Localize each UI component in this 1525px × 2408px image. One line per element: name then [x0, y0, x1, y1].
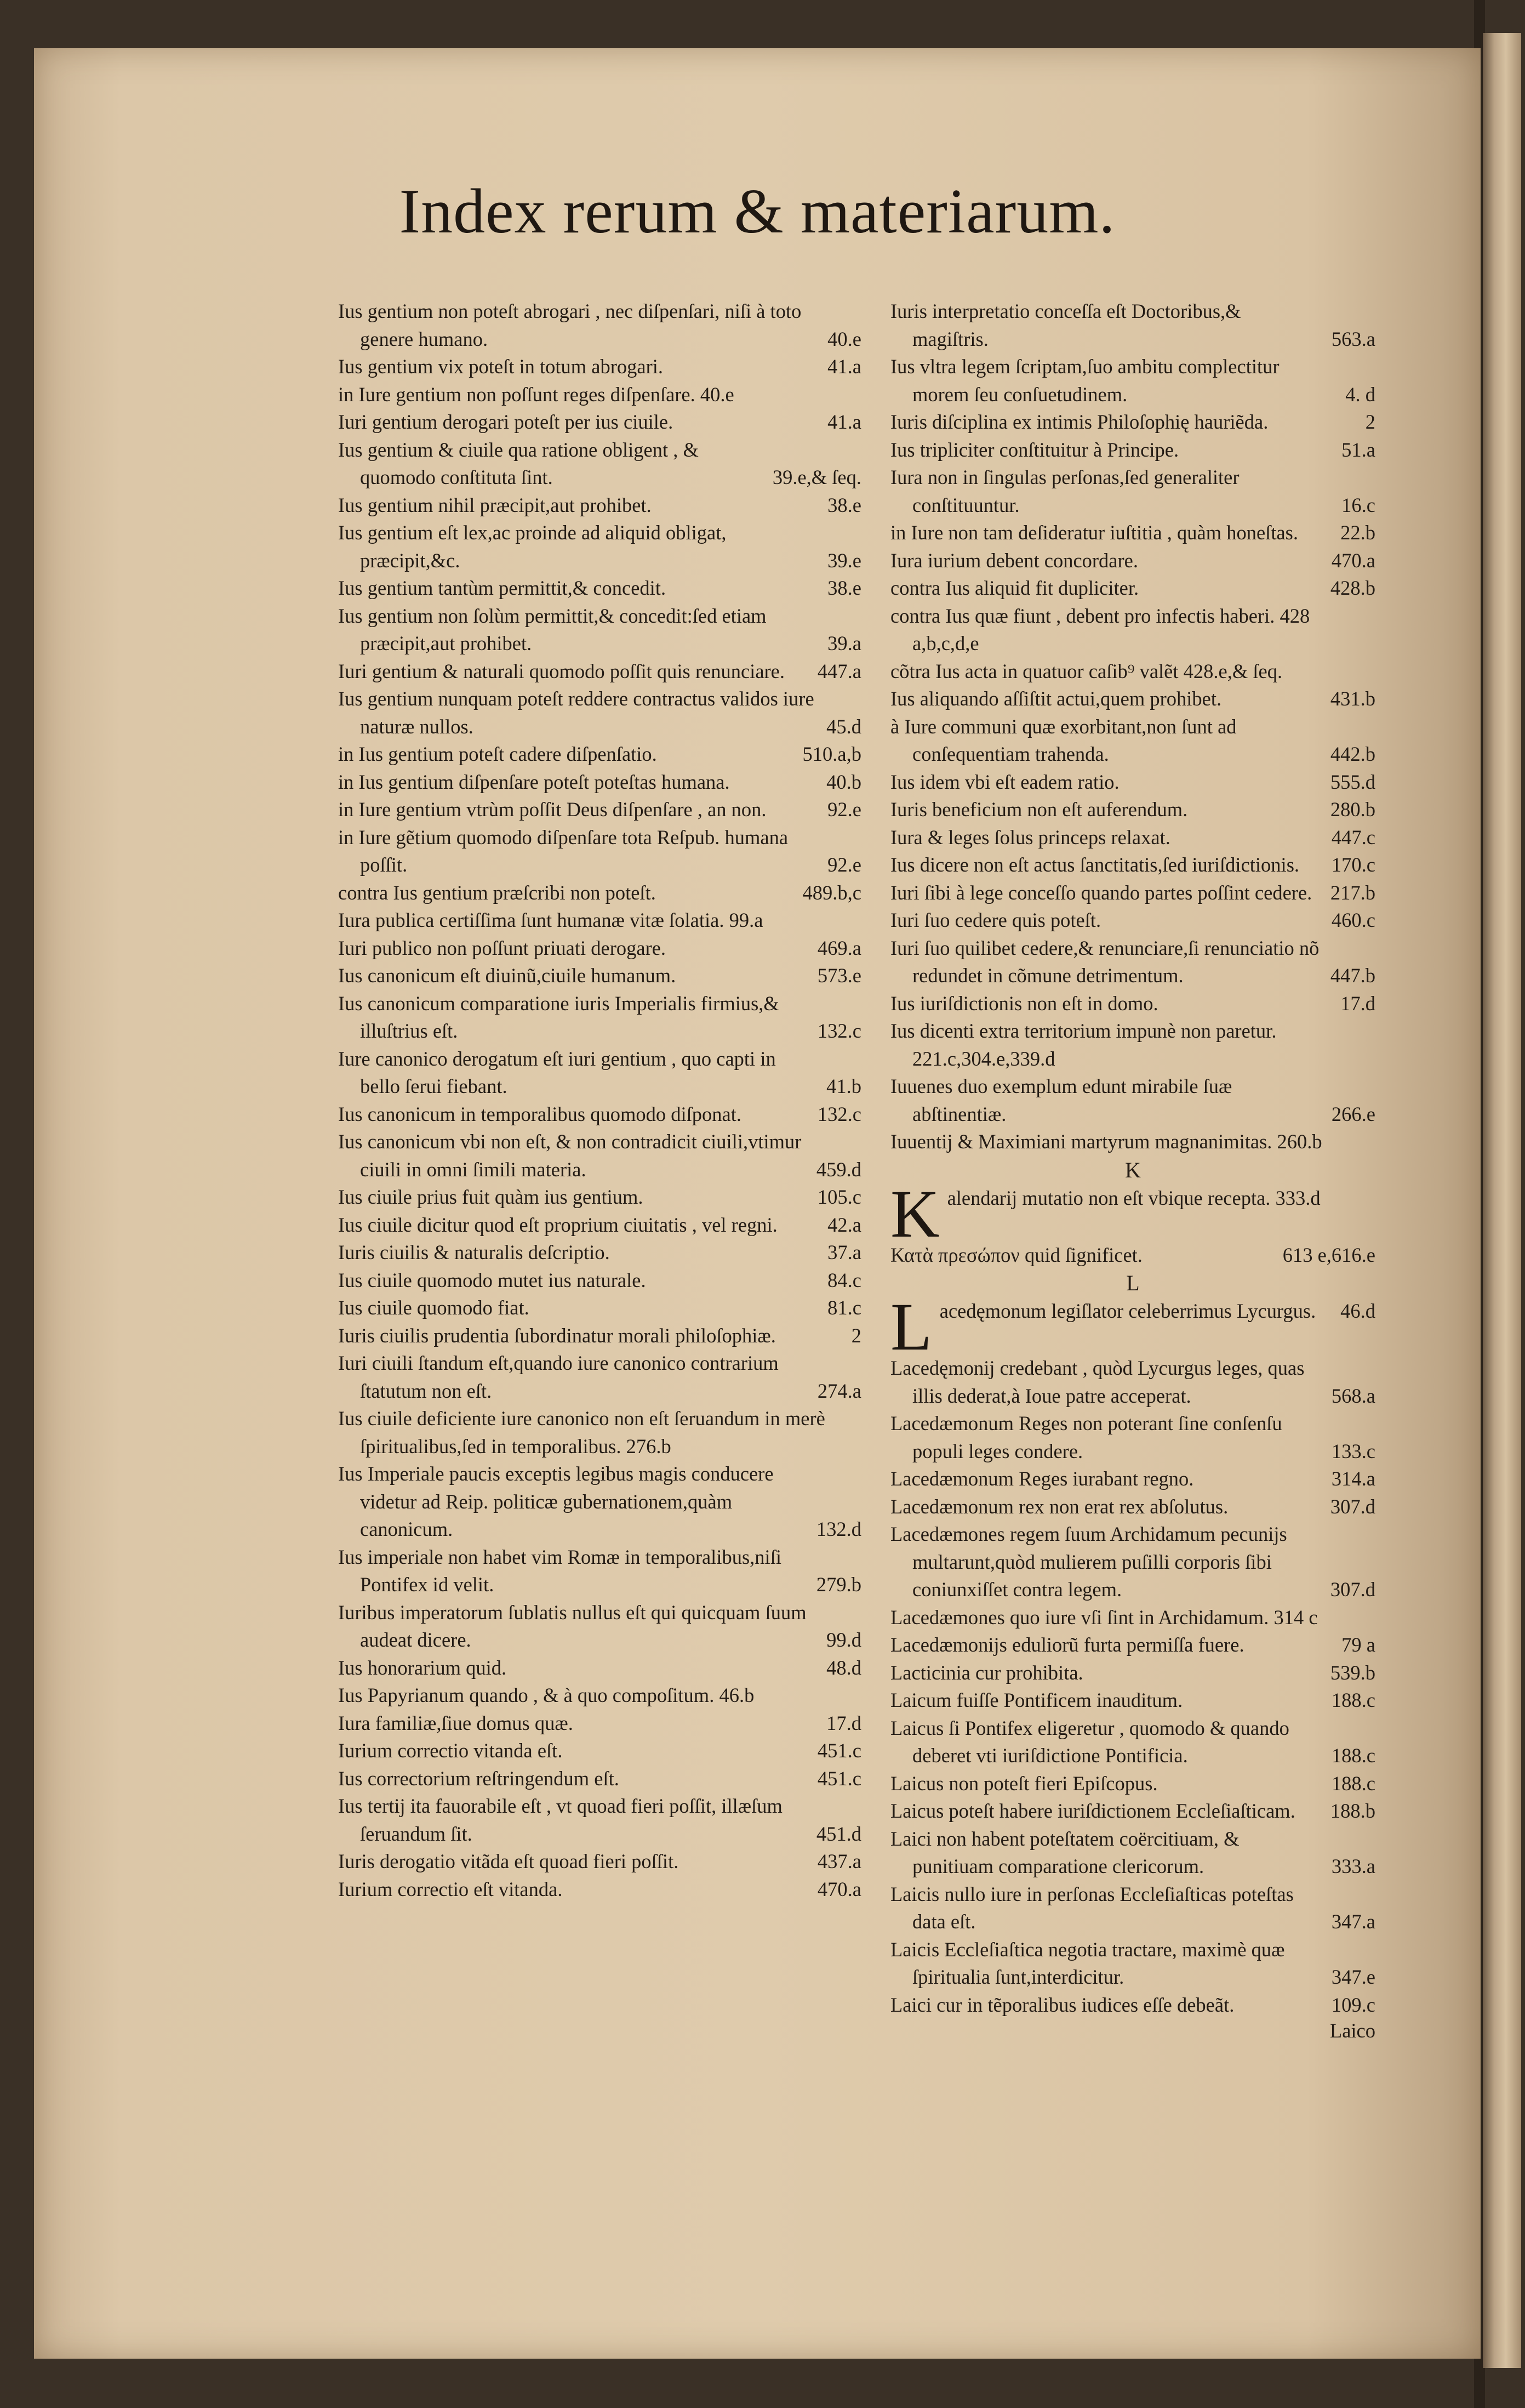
- entry-reference: 170.c: [1331, 853, 1375, 876]
- index-entry: [890, 879, 1375, 907]
- index-entry: [890, 658, 1375, 686]
- entry-reference: 132.c: [817, 1020, 861, 1042]
- entry-text: Ius ciuile quomodo mutet ius naturale.: [338, 1268, 646, 1291]
- entry-text: acedęmonum legiſlator celeberrimus Lycurgus.: [939, 1300, 1316, 1322]
- entry-reference: 613 e,616.e: [1282, 1243, 1375, 1266]
- entry-reference: 84.c: [827, 1268, 861, 1291]
- entry-reference: 266.e: [1331, 1102, 1375, 1125]
- index-entry: [338, 408, 861, 436]
- index-entry: [890, 1410, 1375, 1465]
- entry-reference: 555.d: [1330, 770, 1375, 793]
- index-entry: [890, 1631, 1375, 1659]
- entry-text: Lacticinia cur prohibita.: [890, 1661, 1083, 1684]
- entry-reference: 470.a: [1331, 549, 1375, 572]
- index-entry: [338, 1322, 861, 1350]
- entry-text: Ius canonicum comparatione iuris Imperialis firmius,& illuſtrius eſt.: [338, 992, 779, 1042]
- index-entry: [338, 796, 861, 824]
- entry-text: Iurium correctio vitanda eſt.: [338, 1739, 563, 1762]
- index-entry: [890, 464, 1375, 519]
- entry-text: Lacedæmonum rex non erat rex abſolutus.: [890, 1495, 1229, 1518]
- entry-text: Laicis Eccleſiaſtica negotia tractare, maximè quæ ſpiritualia ſunt,interdicitur.: [890, 1938, 1285, 1988]
- entry-text: Iuris ciuilis prudentia ſubordinatur morali philoſophiæ.: [338, 1324, 776, 1347]
- entry-text: Κατὰ πρεσώπον quid ſignificet.: [890, 1243, 1143, 1266]
- index-entry: [890, 1017, 1375, 1073]
- entry-text: Ius vltra legem ſcriptam,ſuo ambitu complectitur morem ſeu conſuetudinem.: [890, 355, 1280, 406]
- entry-text: Ius dicenti extra territorium impunè non paretur. 221.c,304.e,339.d: [890, 1020, 1277, 1070]
- index-entry: [338, 1239, 861, 1267]
- book-page: [34, 48, 1481, 2359]
- entry-text: Ius gentium non poteſt abrogari , nec diſpenſari, niſi à toto genere humano.: [338, 300, 802, 350]
- index-entry: [890, 519, 1375, 547]
- entry-text: in Ius gentium poteſt cadere diſpenſatio.: [338, 743, 657, 765]
- index-entry: [890, 353, 1375, 408]
- entry-text: Iuri ſibi à lege conceſſo quando partes poſſint cedere.: [890, 881, 1312, 904]
- entry-reference: 2: [851, 1324, 861, 1347]
- entry-text: Iuris derogatio vitãda eſt quoad fieri poſſit.: [338, 1850, 679, 1872]
- index-entry: [890, 1797, 1375, 1825]
- index-entry: [338, 1792, 861, 1848]
- section-letter-l: L: [1126, 1271, 1140, 1295]
- index-entry: [890, 1465, 1375, 1493]
- entry-text: cõtra Ius acta in quatuor caſib⁹ valẽt 428.e,& ſeq.: [890, 659, 1283, 682]
- index-entry: [338, 990, 861, 1045]
- entry-text: Iura iurium debent concordare.: [890, 549, 1138, 572]
- entry-text: Ius correctorium reſtringendum eſt.: [338, 1767, 619, 1790]
- entry-text: Iuuenes duo exemplum edunt mirabile ſuæ abſtinentiæ.: [890, 1075, 1232, 1125]
- index-entry: [338, 436, 861, 492]
- index-entry: [338, 1267, 861, 1295]
- index-entry: [338, 519, 861, 574]
- entry-reference: 447.c: [1331, 826, 1375, 849]
- entry-text: Ius dicere non eſt actus ſanctitatis,ſed iuriſdictionis.: [890, 853, 1300, 876]
- entry-text: Iura familiæ,ſiue domus quæ.: [338, 1711, 573, 1734]
- index-column-right: [890, 298, 1375, 2046]
- entry-reference: 133.c: [1331, 1439, 1375, 1462]
- index-entry: [338, 1294, 861, 1322]
- entry-reference: 333.a: [1331, 1855, 1375, 1877]
- entry-text: Ius gentium eſt lex,ac proinde ad aliquid obligat, præcipit,&c.: [338, 521, 727, 572]
- entry-text: Ius iuriſdictionis non eſt in domo.: [890, 992, 1158, 1015]
- entry-reference: 217.b: [1330, 881, 1375, 904]
- index-entry: [890, 907, 1375, 935]
- entry-text: Ius gentium & ciuile qua ratione obligent , & quomodo conſtituta ſint.: [338, 438, 699, 488]
- index-entry: [890, 1521, 1375, 1604]
- entry-text: Ius Imperiale paucis exceptis legibus magis conducere videtur ad Reip. politicæ gubernationem,quàm canonicum.: [338, 1462, 774, 1540]
- entry-reference: 431.b: [1330, 687, 1375, 710]
- index-entry: [890, 713, 1375, 768]
- index-entry: [890, 1715, 1375, 1770]
- index-entry: [338, 1765, 861, 1793]
- entry-reference: 347.e: [1331, 1966, 1375, 1988]
- index-entry: [890, 408, 1375, 436]
- entry-reference: 40.b: [826, 770, 861, 793]
- entry-reference: 2: [1365, 411, 1375, 433]
- entry-text: Laici non habent poteſtatem coërcitiuam, & punitiuam comparatione clericorum.: [890, 1827, 1240, 1877]
- entry-reference: 39.e: [827, 549, 861, 572]
- entry-reference: 459.d: [816, 1158, 861, 1181]
- entry-reference: 79 a: [1341, 1633, 1375, 1656]
- entry-text: à Iure communi quæ exorbitant,non ſunt ad conſequentiam trahenda.: [890, 715, 1237, 765]
- index-entry: [890, 851, 1375, 879]
- entry-text: Ius ciuile quomodo fiat.: [338, 1296, 529, 1319]
- entry-text: Ius ciuile deficiente iure canonico non eſt ſeruandum in merè ſpiritualibus,ſed in temporalibus. 276.b: [338, 1407, 825, 1458]
- entry-text: Lacedæmones regem ſuum Archidamum pecunijs multarunt,quòd mulierem puſilli corporis ſibi coniunxiſſet contra legem.: [890, 1523, 1287, 1601]
- entry-reference: 38.e: [827, 493, 861, 516]
- entry-text: Laicus ſi Pontifex eligeretur , quomodo & quando deberet vti iuriſdictione Pontificia.: [890, 1716, 1289, 1767]
- index-entry: [338, 1211, 861, 1239]
- index-entry: [338, 741, 861, 768]
- entry-reference: 447.a: [817, 659, 861, 682]
- entry-reference: 279.b: [816, 1573, 861, 1596]
- index-entry: [338, 1544, 861, 1599]
- entry-text: Ius tripliciter conſtituitur à Principe.: [890, 438, 1179, 461]
- entry-reference: 188.c: [1331, 1689, 1375, 1711]
- drop-initial-l: L: [890, 1297, 932, 1354]
- entry-text: Iurium correctio eſt vitanda.: [338, 1877, 563, 1900]
- entry-text: Iuris beneficium non eſt auferendum.: [890, 798, 1188, 821]
- entry-text: in Iure gentium vtrùm poſſit Deus diſpenſare , an non.: [338, 798, 767, 821]
- index-entry: [338, 1737, 861, 1765]
- entry-reference: 41.b: [826, 1075, 861, 1097]
- entry-reference: 274.a: [817, 1379, 861, 1402]
- index-entry: [890, 1128, 1375, 1156]
- entry-text: Iuri gentium derogari poteſt per ius ciuile.: [338, 411, 673, 433]
- entry-text: Ius imperiale non habet vim Romæ in temporalibus,niſi Pontifex id velit.: [338, 1545, 781, 1596]
- index-entry: [890, 1936, 1375, 1991]
- entry-text: Ius honorarium quid.: [338, 1656, 507, 1679]
- entry-reference: 17.d: [826, 1711, 861, 1734]
- index-entry: [890, 685, 1375, 713]
- index-entry: [890, 1770, 1375, 1798]
- entry-reference: 39.a: [827, 632, 861, 654]
- index-entry: [338, 1405, 861, 1460]
- drop-initial-k: K: [890, 1184, 940, 1242]
- entry-reference: 42.a: [827, 1213, 861, 1236]
- index-entry: [890, 768, 1375, 796]
- entry-reference: 428.b: [1330, 577, 1375, 599]
- entry-reference: 37.a: [827, 1241, 861, 1263]
- index-entry: [890, 1493, 1375, 1521]
- entry-reference: 470.a: [817, 1877, 861, 1900]
- entry-text: Ius ciuile prius fuit quàm ius gentium.: [338, 1186, 643, 1208]
- entry-reference: 45.d: [826, 715, 861, 738]
- index-entry: [890, 1687, 1375, 1715]
- entry-reference: 188.b: [1330, 1800, 1375, 1822]
- entry-reference: 563.a: [1331, 327, 1375, 350]
- entry-text: Iuris diſciplina ex intimis Philoſophię hauriẽda.: [890, 411, 1269, 433]
- entry-reference: 539.b: [1330, 1661, 1375, 1684]
- entry-text: Ius ciuile dicitur quod eſt proprium ciuitatis , vel regni.: [338, 1213, 778, 1236]
- entry-reference: 451.c: [817, 1739, 861, 1762]
- index-entry: [338, 1876, 861, 1904]
- entry-reference: 92.e: [827, 853, 861, 876]
- entry-text: in Iure gentium non poſſunt reges diſpenſare. 40.e: [338, 383, 734, 406]
- index-entry: [338, 298, 861, 353]
- entry-reference: 41.a: [827, 411, 861, 433]
- page-title: Index rerum & materiarum.: [399, 177, 1116, 247]
- index-entry: [890, 574, 1375, 602]
- entry-text: Lacedęmonij credebant , quòd Lycurgus leges, quas illis dederat,à Ioue patre acceperat.: [890, 1357, 1305, 1407]
- entry-reference: 314.a: [1331, 1467, 1375, 1490]
- section-letter-k: K: [1125, 1157, 1141, 1182]
- entry-text: Laici cur in tẽporalibus iudices eſſe debeãt.: [890, 1993, 1235, 2016]
- index-entry: [890, 1604, 1375, 1632]
- entry-reference: 38.e: [827, 577, 861, 599]
- index-entry: [338, 824, 861, 879]
- index-entry: [338, 381, 861, 409]
- entry-reference: 447.b: [1330, 964, 1375, 987]
- entry-text: Lacedæmonum Reges non poterant ſine conſenſu populi leges condere.: [890, 1412, 1282, 1462]
- index-entry: [338, 768, 861, 796]
- entry-text: Ius gentium vix poteſt in totum abrogari.: [338, 355, 664, 378]
- index-entry: [890, 298, 1375, 353]
- index-entry: [338, 1350, 861, 1405]
- entry-text: Ius idem vbi eſt eadem ratio.: [890, 770, 1120, 793]
- entry-text: alendarij mutatio non eſt vbique recepta. 333.d: [947, 1186, 1321, 1209]
- entry-reference: 51.a: [1341, 438, 1375, 461]
- entry-reference: 510.a,b: [802, 743, 861, 765]
- entry-text: Iure canonico derogatum eſt iuri gentium , quo capti in bello ſerui fiebant.: [338, 1047, 776, 1097]
- entry-reference: 568.a: [1331, 1384, 1375, 1407]
- entry-reference: 307.d: [1330, 1578, 1375, 1601]
- index-entry: [890, 1991, 1375, 2019]
- index-entry: [338, 907, 861, 935]
- index-entry: [890, 547, 1375, 575]
- index-entry: [890, 602, 1375, 658]
- entry-text: Ius gentium nunquam poteſt reddere contractus validos iure naturæ nullos.: [338, 687, 814, 738]
- index-entry-l-first: [890, 1297, 1375, 1354]
- entry-reference: 347.a: [1331, 1910, 1375, 1933]
- entry-reference: 81.c: [827, 1296, 861, 1319]
- entry-reference: 46.d: [1340, 1300, 1375, 1322]
- entry-reference: 573.e: [817, 964, 861, 987]
- entry-text: Iura non in ſingulas perſonas,ſed generaliter conſtituuntur.: [890, 466, 1240, 516]
- entry-reference: 4. d: [1345, 383, 1375, 406]
- entry-text: in Ius gentium diſpenſare poteſt poteſtas humana.: [338, 770, 730, 793]
- entry-reference: 92.e: [827, 798, 861, 821]
- entry-text: contra Ius quæ fiunt , debent pro infectis haberi. 428 a,b,c,d,e: [890, 604, 1310, 654]
- entry-text: Ius canonicum vbi non eſt, & non contradicit ciuili,vtimur ciuili in omni ſimili materia.: [338, 1130, 802, 1181]
- index-entry: [890, 1881, 1375, 1936]
- index-entry: [890, 824, 1375, 852]
- entry-text: Iuris ciuilis & naturalis deſcriptio.: [338, 1241, 610, 1263]
- index-entry: [338, 1460, 861, 1544]
- entry-text: Ius canonicum in temporalibus quomodo diſponat.: [338, 1102, 741, 1125]
- entry-text: Laicum fuiſſe Pontificem inauditum.: [890, 1689, 1183, 1711]
- entry-text: contra Ius aliquid fit dupliciter.: [890, 577, 1139, 599]
- index-entry: [890, 1659, 1375, 1687]
- index-entry: [338, 935, 861, 963]
- entry-text: Lacedæmonijs eduliorũ furta permiſſa fuere.: [890, 1633, 1244, 1656]
- entry-reference: 451.c: [817, 1767, 861, 1790]
- entry-reference: 188.c: [1331, 1744, 1375, 1767]
- entry-reference: 307.d: [1330, 1495, 1375, 1518]
- index-entry: [338, 658, 861, 686]
- entry-reference: 460.c: [1331, 909, 1375, 931]
- entry-text: Ius gentium non ſolùm permittit,& concedit:ſed etiam præcipit,aut prohibet.: [338, 604, 767, 654]
- entry-text: Lacedæmones quo iure vſi ſint in Archidamum. 314 c: [890, 1606, 1318, 1629]
- entry-text: Ius gentium tantùm permittit,& concedit.: [338, 577, 666, 599]
- index-entry: [338, 602, 861, 658]
- index-entry: [890, 1825, 1375, 1881]
- entry-reference: 48.d: [826, 1656, 861, 1679]
- index-entry: [338, 353, 861, 381]
- index-column-left: [338, 298, 861, 1903]
- index-entry: [338, 1710, 861, 1738]
- entry-text: Iuuentij & Maximiani martyrum magnanimitas. 260.b: [890, 1130, 1322, 1153]
- entry-text: Iuri publico non poſſunt priuati derogare.: [338, 936, 666, 959]
- index-entry: [338, 879, 861, 907]
- entry-reference: 41.a: [827, 355, 861, 378]
- entry-reference: 105.c: [817, 1186, 861, 1208]
- entry-text: Lacedæmonum Reges iurabant regno.: [890, 1467, 1194, 1490]
- entry-reference: 17.d: [1340, 992, 1375, 1015]
- index-entries-i: [890, 298, 1375, 1156]
- index-entry: [338, 1654, 861, 1682]
- entry-text: Iuri ſuo cedere quis poteſt.: [890, 909, 1101, 931]
- catchword: Laico: [1329, 2019, 1375, 2042]
- entry-text: Laicus non poteſt fieri Epiſcopus.: [890, 1772, 1158, 1795]
- entry-reference: 451.d: [816, 1822, 861, 1845]
- index-entry: [338, 492, 861, 520]
- index-entry: [890, 1242, 1375, 1270]
- entry-reference: 442.b: [1330, 743, 1375, 765]
- index-entry: [890, 796, 1375, 824]
- entry-text: Iura publica certiſſima ſunt humanæ vitæ ſolatia. 99.a: [338, 909, 763, 931]
- entry-text: Iura & leges ſolus princeps relaxat.: [890, 826, 1170, 849]
- entry-reference: 132.d: [816, 1518, 861, 1540]
- entry-reference: 489.b,c: [802, 881, 861, 904]
- entry-reference: 280.b: [1330, 798, 1375, 821]
- entry-text: Iuri ciuili ſtandum eſt,quando iure canonico contrarium ſtatutum non eſt.: [338, 1352, 779, 1402]
- index-entry: [890, 990, 1375, 1018]
- entry-reference: 132.c: [817, 1102, 861, 1125]
- entry-reference: 99.d: [826, 1629, 861, 1651]
- entry-text: Laicis nullo iure in perſonas Eccleſiaſticas poteſtas data eſt.: [890, 1882, 1294, 1933]
- index-entry: [338, 1183, 861, 1211]
- entry-reference: 40.e: [827, 327, 861, 350]
- entry-text: Iuris interpretatio conceſſa eſt Doctoribus,& magiſtris.: [890, 300, 1241, 350]
- index-entry: [338, 1599, 861, 1654]
- index-entry: [338, 574, 861, 602]
- index-entries-l: [890, 1354, 1375, 2019]
- index-entry: [890, 935, 1375, 990]
- entry-text: contra Ius gentium præſcribi non poteſt.: [338, 881, 656, 904]
- entry-text: Laicus poteſt habere iuriſdictionem Eccleſiaſticam.: [890, 1800, 1295, 1822]
- index-entry: [338, 1101, 861, 1129]
- index-entry: [338, 685, 861, 741]
- entry-reference: 188.c: [1331, 1772, 1375, 1795]
- index-entry: [890, 436, 1375, 464]
- entry-text: Iuribus imperatorum ſublatis nullus eſt qui quicquam ſuum audeat dicere.: [338, 1601, 807, 1651]
- index-entry: [338, 962, 861, 990]
- entry-text: Ius aliquando aſſiſtit actui,quem prohibet.: [890, 687, 1222, 710]
- entry-reference: 469.a: [817, 936, 861, 959]
- entry-text: in Iure gẽtium quomodo diſpenſare tota Reſpub. humana poſſit.: [338, 826, 789, 876]
- entry-text: Ius gentium nihil præcipit,aut prohibet.: [338, 493, 652, 516]
- entry-text: Iuri ſuo quilibet cedere,& renunciare,ſi renunciatio nõ redundet in cõmune detrimentum.: [890, 936, 1320, 987]
- entry-text: Ius canonicum eſt diuinũ,ciuile humanum.: [338, 964, 676, 987]
- index-entry: [890, 1073, 1375, 1128]
- entry-reference: 109.c: [1331, 1993, 1375, 2016]
- entry-reference: 16.c: [1341, 493, 1375, 516]
- index-entry: [338, 1045, 861, 1101]
- entry-reference: 39.e,& ſeq.: [772, 466, 861, 488]
- index-entry: [338, 1128, 861, 1183]
- entry-text: Ius tertij ita fauorabile eſt , vt quoad fieri poſſit, illæſum ſeruandum ſit.: [338, 1795, 783, 1845]
- entry-text: in Iure non tam deſideratur iuſtitia , quàm honeſtas.: [890, 521, 1298, 544]
- index-entry: [338, 1848, 861, 1876]
- index-entry: [890, 1354, 1375, 1410]
- entry-text: Ius Papyrianum quando , & à quo compoſitum. 46.b: [338, 1684, 755, 1706]
- entry-reference: 437.a: [817, 1850, 861, 1872]
- index-entry: [338, 1682, 861, 1710]
- entry-text: Iuri gentium & naturali quomodo poſſit quis renunciare.: [338, 659, 785, 682]
- index-entry-k-first: [890, 1185, 1375, 1242]
- next-page-edge: [1483, 33, 1521, 2368]
- entry-reference: 22.b: [1340, 521, 1375, 544]
